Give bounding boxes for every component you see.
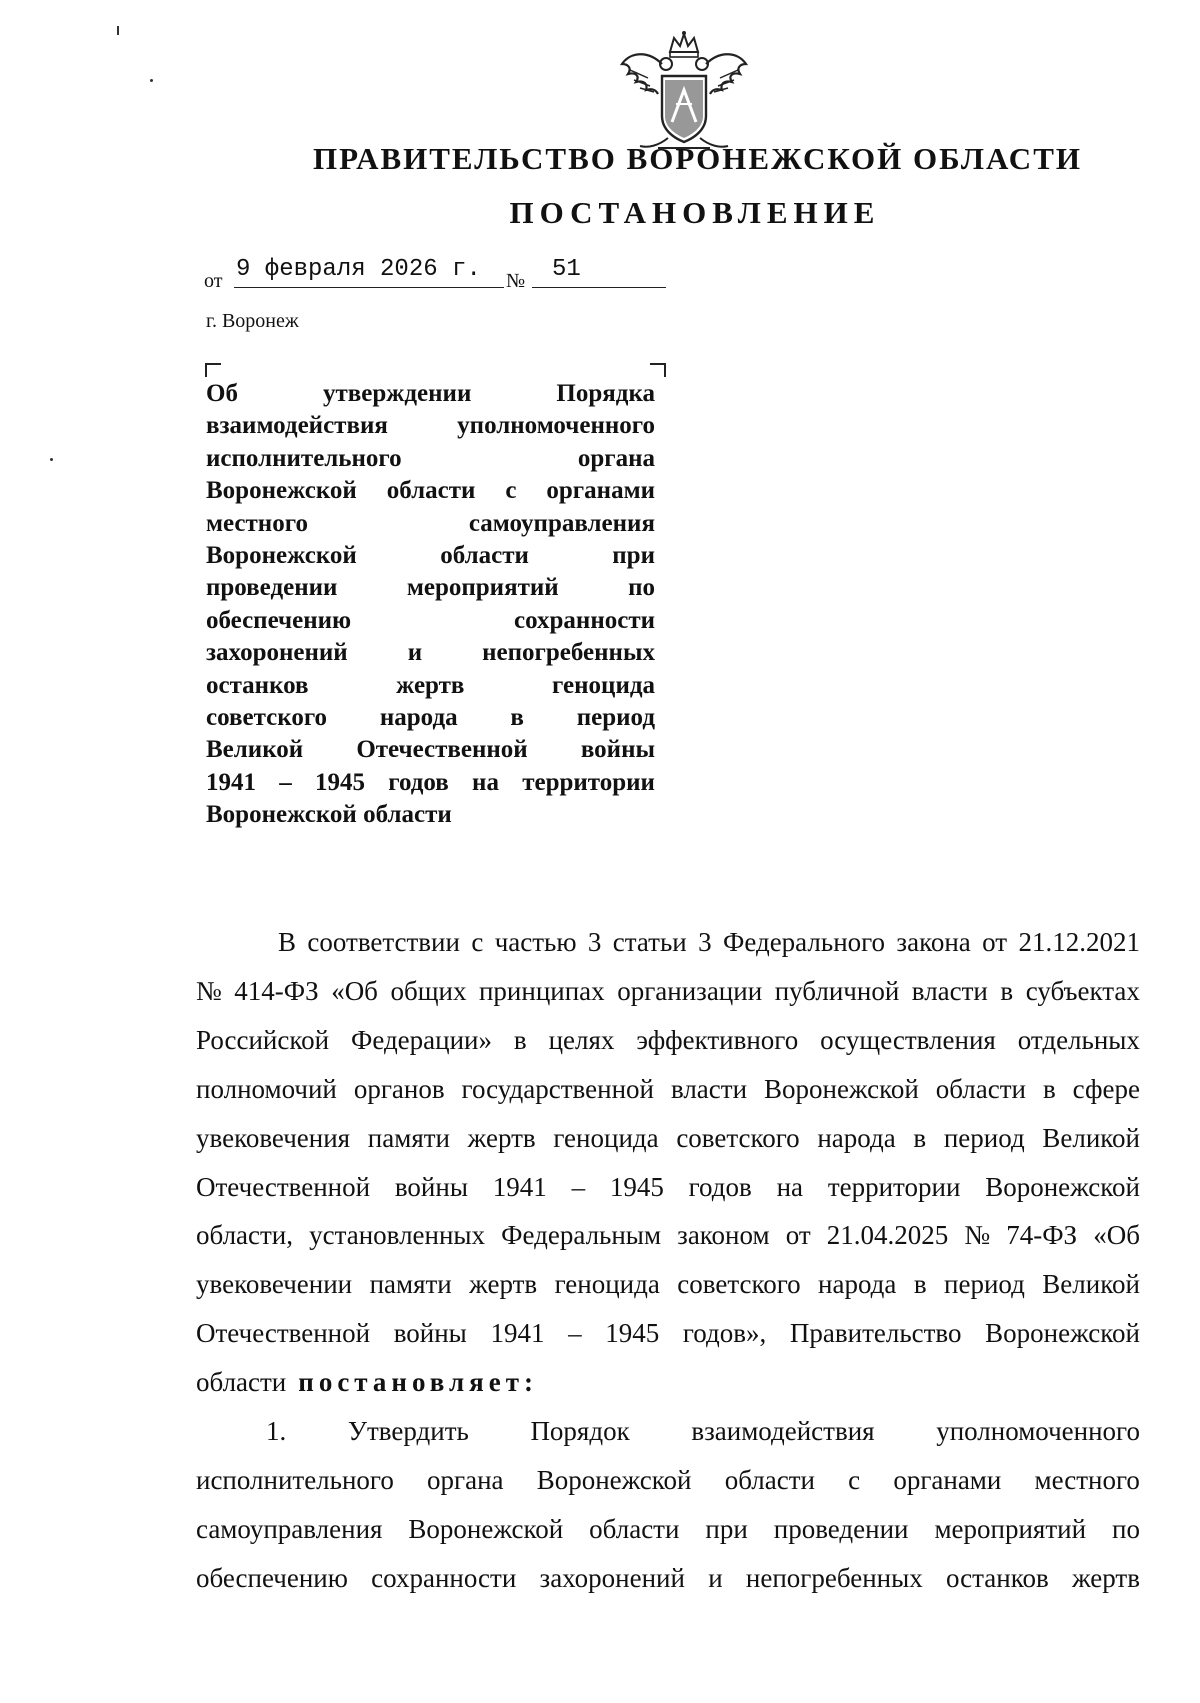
word: от: [785, 1220, 811, 1251]
word: Воронежской: [985, 1171, 1140, 1202]
preamble-line: [196, 1358, 1140, 1407]
word: обеспечению: [206, 606, 352, 634]
word: годов: [688, 1171, 752, 1202]
word: уполномоченного: [936, 1416, 1140, 1447]
word: органа: [577, 444, 655, 472]
word: захоронений: [539, 1562, 685, 1593]
item1-line: [196, 1554, 1140, 1603]
scan-mark: [117, 26, 119, 35]
word: области: [724, 1464, 815, 1495]
word: захоронений: [206, 639, 348, 667]
word: статьи: [612, 927, 687, 957]
word: проведении: [773, 1513, 909, 1544]
word: годов: [388, 768, 449, 796]
document-number: 51: [552, 256, 581, 283]
word: период: [944, 1269, 1025, 1300]
preamble-line: [196, 967, 1140, 1016]
word: органа: [427, 1464, 504, 1495]
word: принципах: [478, 975, 605, 1006]
word: эффективного: [636, 1024, 799, 1055]
word: области: [386, 477, 476, 505]
word: области: [935, 1073, 1026, 1104]
word: жертв: [467, 1122, 536, 1153]
word: уполномоченного: [457, 412, 655, 440]
title-line: [206, 670, 655, 702]
document-type: ПОСТАНОВЛЕНИЕ: [509, 195, 881, 230]
word: взаимодействия: [691, 1416, 875, 1447]
title-line: [206, 799, 655, 831]
word: период: [576, 704, 655, 732]
title-line: [206, 572, 655, 604]
word: власти: [670, 1073, 748, 1104]
word: органами: [893, 1464, 1002, 1495]
date-prefix: от: [204, 270, 223, 292]
word: исполнительного: [206, 444, 402, 472]
word: №: [196, 975, 222, 1006]
word: 3: [698, 927, 712, 957]
word: и: [708, 1562, 723, 1593]
word: территории: [522, 768, 655, 796]
word: по: [1112, 1513, 1140, 1544]
title-line: [206, 475, 655, 507]
word: по: [628, 574, 655, 602]
government-title: ПРАВИТЕЛЬСТВО ВОРОНЕЖСКОЙ ОБЛАСТИ: [313, 141, 1082, 176]
word: 1945: [609, 1171, 664, 1202]
number-underline: [532, 287, 666, 288]
word: местного: [1034, 1464, 1140, 1495]
word: памяти: [369, 1269, 452, 1300]
word: Воронежской: [408, 1513, 564, 1544]
word: 414-ФЗ: [234, 975, 319, 1006]
number-prefix: №: [506, 270, 526, 292]
word: Отечественной: [196, 1318, 371, 1349]
word: организации: [617, 975, 763, 1006]
word: 1941: [492, 1171, 547, 1202]
word: Великой: [206, 736, 304, 764]
word: сфере: [1072, 1073, 1140, 1104]
title-line: [206, 605, 655, 637]
date-number-line: [204, 256, 674, 296]
word: памяти: [367, 1122, 450, 1153]
word: жертв: [396, 671, 465, 699]
word: субъектах: [1025, 975, 1140, 1006]
date-underline: [234, 287, 504, 288]
word: Российской: [196, 1024, 330, 1055]
word: –: [568, 1318, 582, 1349]
word: советского: [677, 1269, 801, 1300]
word: войны: [394, 1171, 468, 1202]
word: целях: [548, 1024, 615, 1055]
preamble-line: [196, 1065, 1140, 1114]
word: народа: [818, 1269, 897, 1300]
word: публичной: [774, 975, 900, 1006]
word: Порядок: [530, 1416, 630, 1447]
word: советского: [206, 704, 328, 732]
word: №: [964, 1220, 991, 1251]
word: Воронежской: [763, 1073, 919, 1104]
word: геноцида: [554, 1269, 660, 1300]
word: установленных: [309, 1220, 486, 1251]
word: в: [513, 1024, 527, 1055]
word: территории: [827, 1171, 961, 1202]
word: области: [589, 1513, 680, 1544]
title-line: [206, 410, 655, 442]
title-line: [206, 767, 655, 799]
word: осуществления: [820, 1024, 996, 1055]
word: Федеральным: [501, 1220, 662, 1251]
word: органов: [353, 1073, 445, 1104]
word: войны: [393, 1318, 467, 1349]
word: при: [705, 1513, 748, 1544]
city: г. Воронеж: [206, 310, 299, 332]
word: области: [196, 1367, 287, 1398]
word: в: [510, 704, 524, 732]
word: самоуправления: [468, 509, 655, 537]
word: период: [943, 1122, 1025, 1153]
title-line: [206, 508, 655, 540]
coat-of-arms-emblem: [618, 30, 750, 152]
item1-line: [196, 1456, 1140, 1505]
word: –: [571, 1171, 586, 1202]
word: «Об: [1093, 1220, 1140, 1251]
word: геноцида: [553, 1122, 659, 1153]
word: мероприятий: [934, 1513, 1087, 1544]
document-date: 9 февраля 2026 г.: [236, 256, 481, 283]
word: увековечении: [196, 1269, 353, 1300]
word: власти: [911, 975, 988, 1006]
word: Отечественной: [356, 736, 528, 764]
title-line: [206, 443, 655, 475]
word: частью: [494, 927, 577, 957]
word: годов»,: [682, 1318, 767, 1349]
title-corner-mark-left: [205, 363, 221, 377]
word: Федерации»: [350, 1024, 492, 1055]
title-line: [206, 378, 655, 410]
word: полномочий: [196, 1073, 337, 1104]
word: 74-ФЗ: [1006, 1220, 1078, 1251]
title-line: [206, 540, 655, 572]
word: с: [848, 1464, 861, 1495]
word: народа: [379, 704, 458, 732]
word: 3: [587, 927, 602, 957]
word: Утвердить: [347, 1416, 469, 1447]
decree-word: постановляет:: [298, 1367, 539, 1398]
word: непогребенных: [745, 1562, 923, 1593]
word: в: [913, 1122, 927, 1153]
title-corner-mark-right: [650, 363, 666, 377]
word: утверждении: [323, 380, 472, 407]
word: 1941: [490, 1318, 545, 1349]
word: 21.12.2021: [1018, 927, 1140, 957]
preamble-line: [196, 1260, 1140, 1309]
word: самоуправления: [196, 1513, 383, 1544]
word: соответствии: [307, 927, 460, 957]
word: мероприятий: [406, 574, 559, 602]
word: останков: [206, 671, 309, 699]
word: 21.04.2025: [826, 1220, 949, 1251]
word: увековечения: [196, 1122, 351, 1153]
word: при: [612, 542, 655, 570]
word: –: [279, 768, 292, 796]
word: геноцида: [552, 671, 655, 699]
word: Федерального: [723, 927, 886, 957]
word: Отечественной: [196, 1171, 371, 1202]
word: 1941: [206, 768, 256, 796]
word: сохранности: [514, 606, 655, 634]
word: Правительство: [789, 1318, 962, 1349]
word: на: [472, 768, 499, 796]
word: на: [776, 1171, 804, 1202]
word: Воронежской: [206, 542, 357, 570]
word: общих: [390, 975, 467, 1006]
word: Воронежской: [206, 477, 357, 505]
word: 1945: [605, 1318, 660, 1349]
word: проведении: [206, 574, 338, 602]
title-line: [206, 734, 655, 766]
word: Воронежской: [985, 1318, 1140, 1349]
document-body: [196, 918, 1140, 1603]
item1-line: [196, 1505, 1140, 1554]
word: местного: [206, 509, 308, 537]
word: от: [982, 927, 1008, 957]
preamble-line: [196, 1309, 1140, 1358]
word: войны: [580, 736, 655, 764]
word: закона: [896, 927, 971, 957]
document-title: [206, 378, 655, 832]
word: с: [505, 477, 517, 505]
word: 1.: [266, 1416, 287, 1447]
preamble-line: [196, 918, 1140, 967]
word: области: [440, 542, 529, 570]
word: в: [1042, 1073, 1056, 1104]
word: государственной: [461, 1073, 654, 1104]
title-line: [206, 702, 655, 734]
word: законом: [677, 1220, 770, 1251]
word: в: [1000, 975, 1014, 1006]
item1-line: [196, 1407, 1140, 1456]
word: Порядка: [556, 380, 655, 407]
scan-mark: [150, 79, 153, 82]
word: в: [913, 1269, 927, 1300]
word: Воронежской: [536, 1464, 692, 1495]
word: 1945: [315, 768, 365, 796]
word: обеспечению: [196, 1562, 348, 1593]
word: отдельных: [1017, 1024, 1140, 1055]
word: области,: [196, 1220, 294, 1251]
word: и: [407, 639, 423, 667]
word: взаимодействия: [206, 412, 388, 440]
preamble-line: [196, 1163, 1140, 1212]
word: жертв: [469, 1269, 538, 1300]
word: непогребенных: [482, 639, 655, 667]
word: сохранности: [371, 1562, 517, 1593]
preamble-line: [196, 1016, 1140, 1065]
word: с: [471, 927, 484, 957]
word: жертв: [1071, 1562, 1140, 1593]
scan-mark: [50, 458, 53, 461]
word: народа: [817, 1122, 896, 1153]
word: В: [278, 927, 297, 957]
word: «Об: [331, 975, 378, 1006]
title-line: [206, 637, 655, 669]
word: органами: [546, 477, 655, 505]
preamble-line: [196, 1114, 1140, 1163]
word: Великой: [1042, 1122, 1140, 1153]
word: советского: [676, 1122, 800, 1153]
word: исполнительного: [196, 1464, 394, 1495]
preamble-line: [196, 1211, 1140, 1260]
word: Воронежской области: [206, 801, 452, 829]
word: Великой: [1042, 1269, 1140, 1300]
word: останков: [946, 1562, 1049, 1593]
word: Об: [206, 380, 238, 407]
